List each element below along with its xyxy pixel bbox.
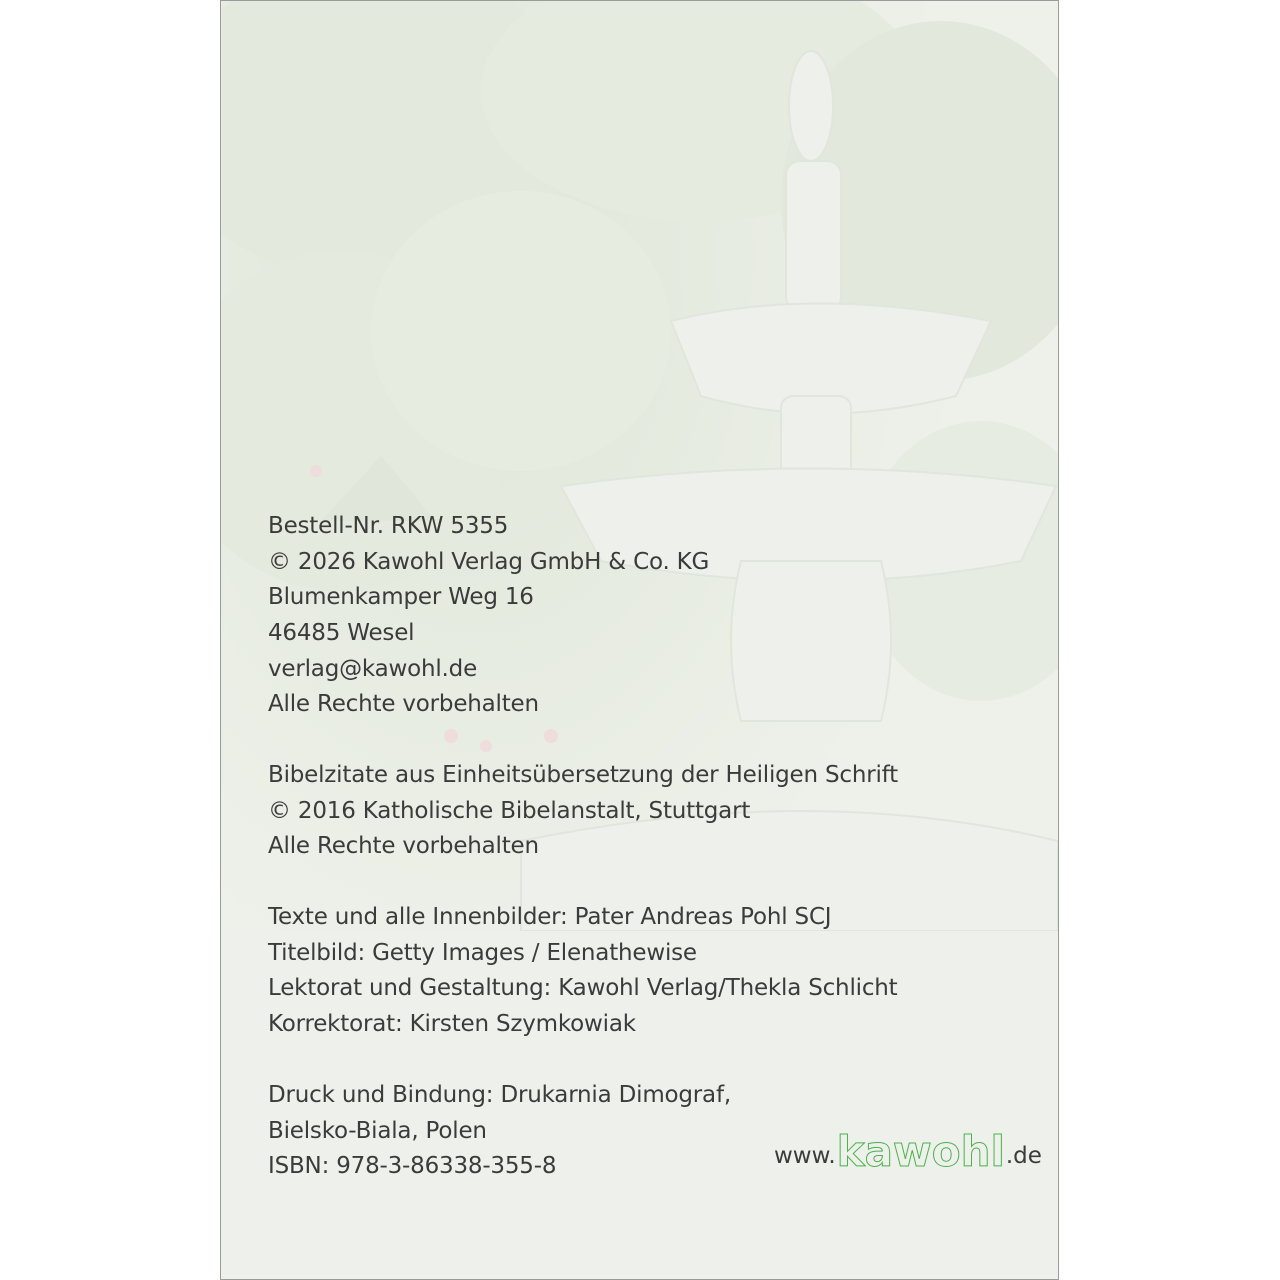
publisher-email: verlag@kawohl.de xyxy=(268,655,478,682)
bible-copyright-line: © 2016 Katholische Bibelanstalt, Stuttgart xyxy=(268,797,751,824)
website-suffix: .de xyxy=(1005,1143,1042,1169)
bible-source-line: Bibelzitate aus Einheitsübersetzung der Heiligen Schrift xyxy=(268,762,898,788)
order-number: Bestell-Nr. RKW 5355 xyxy=(268,513,509,539)
printing-location: Bielsko-Biala, Polen xyxy=(268,1117,487,1144)
text-credit: Texte und alle Innenbilder: Pater Andreas Pohl SCJ xyxy=(268,904,832,930)
rights-reserved: Alle Rechte vorbehalten xyxy=(268,691,539,718)
bible-rights-reserved: Alle Rechte vorbehalten xyxy=(268,833,539,860)
website-prefix: www. xyxy=(774,1143,836,1169)
isbn: ISBN: 978-3-86338-355-8 xyxy=(268,1153,557,1180)
credits-info xyxy=(268,900,897,1043)
publisher-info xyxy=(268,509,709,723)
editing-credit: Lektorat und Gestaltung: Kawohl Verlag/Thekla Schlicht xyxy=(268,975,898,1002)
copyright-line: © 2026 Kawohl Verlag GmbH & Co. KG xyxy=(268,548,710,575)
book-imprint-page xyxy=(220,0,1059,1280)
bible-source-info xyxy=(268,758,898,865)
printing-line: Druck und Bindung: Drukarnia Dimograf, xyxy=(268,1082,731,1108)
kawohl-logo-text: kawohl xyxy=(836,1127,1005,1176)
print-info xyxy=(268,1078,731,1185)
proofreading-credit: Korrektorat: Kirsten Szymkowiak xyxy=(268,1011,636,1038)
cover-image-credit: Titelbild: Getty Images / Elenathewise xyxy=(268,939,697,966)
street-address: Blumenkamper Weg 16 xyxy=(268,584,534,611)
city-address: 46485 Wesel xyxy=(268,620,415,647)
website-link[interactable] xyxy=(774,1127,1042,1176)
